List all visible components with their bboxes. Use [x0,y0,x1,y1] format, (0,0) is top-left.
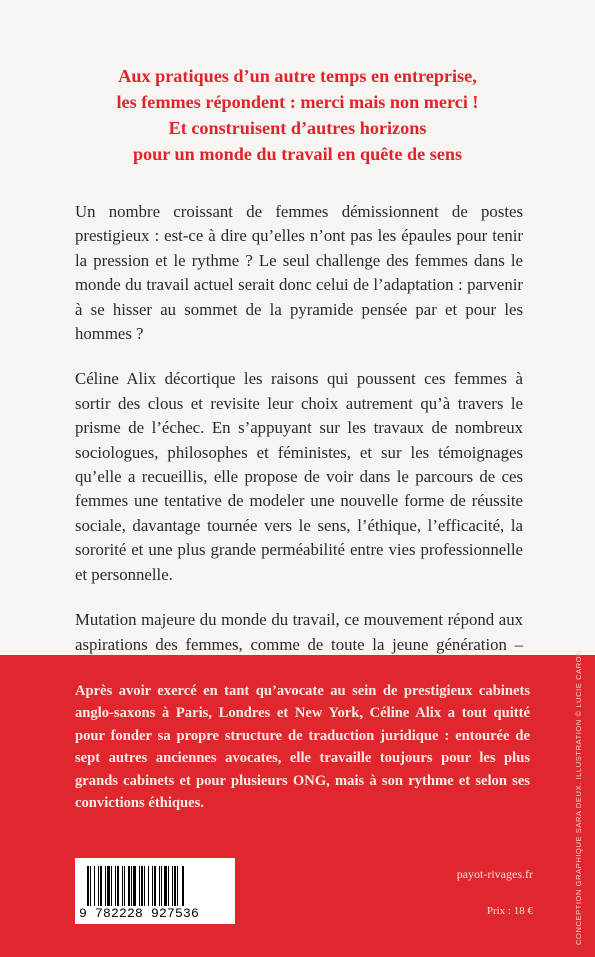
barcode-bar [144,866,145,906]
barcode-bar [115,866,116,906]
barcode-bar [98,866,99,906]
barcode-bar [148,866,149,906]
barcode-bar [124,866,125,906]
barcode-bar [87,866,89,906]
barcode-bar [117,866,119,906]
blurb-paragraph: Un nombre croissant de femmes démissionnent de postes prestigieux : est-ce à dire qu’elles n’ont pas les épaules pour tenir la pression et le rythme ? Le seul challenge des femmes dans le monde du travail actuel serait donc celui de l’adaptation : parvenir à se hisser au sommet de la pyramide pensée par et pour les hommes ? [75,202,523,344]
publisher-website[interactable]: payot-rivages.fr [456,867,533,881]
author-bio: Après avoir exercé en tant qu’avocate au sein de prestigieux cabinets anglo-saxons à Paris, Londres et New York, Céline Alix a tout quitté pour fonder sa propre structure de traduction juridique : entourée de sept autres anciennes avocates, elle travaille toujours pour les plus grands cabinets et pour plusieurs ONG, mais à son rythme et selon ses convictions éthiques. [75,683,530,812]
tagline-line: Aux pratiques d’un autre temps en entreprise, [118,66,477,86]
barcode-bar [164,866,167,906]
blurb-paragraph: Mutation majeure du monde du travail, ce mouvement répond aux aspirations des femmes, comme de toute la jeune génération – [75,610,523,654]
barcode-bar [152,866,153,906]
barcode-bar [122,866,123,906]
back-cover-tagline [60,63,535,167]
blurb [75,200,523,702]
barcode-bar [154,866,156,906]
barcode-bar [168,866,169,906]
barcode-bar [105,866,106,906]
barcode-bar [133,866,136,906]
tagline-line: les femmes répondent : merci mais non merci ! [116,92,479,112]
barcode-bar [182,866,184,906]
blurb-paragraph: Céline Alix décortique les raisons qui poussent ces femmes à sortir des clous et revisite leur choix autrement qu’à travers le prisme de l’échec. En s’appuyant sur les travaux de nombreux sociologues, philosophes et féministes, et sur les témoignages qu’elle a recueillis, elle propose de voir dans le parcours de ces femmes une tentative de modeler une nouvelle forme de réussite sociale, davantage tournée vers le sens, l’éthique, l’efficacité, la sororité et une plus grande perméabilité entre vies professionnelle et personnelle. [75,369,523,584]
tagline-line: Et construisent d’autres horizons [168,118,427,138]
barcode-bar [141,866,143,906]
isbn-number: 9 782228 927536 [79,906,200,921]
barcode-bar [90,866,91,906]
barcode-bar [159,866,160,906]
barcode-bar [131,866,132,906]
isbn-barcode [75,858,235,924]
barcode-bar [100,866,102,906]
barcode-bar [161,866,162,906]
barcode-bar [94,866,95,906]
barcode-bar [139,866,140,906]
design-credit: CONCEPTION GRAPHIQUE SARA DEUX. ILLUSTRATION © LUCIE CARON [574,649,583,945]
price-label: Prix : 18 € [486,905,533,917]
barcode-bar [111,866,112,906]
barcode-bar [172,866,173,906]
barcode-bar [128,866,130,906]
barcode-bar [174,866,176,906]
barcode-bar [177,866,178,906]
tagline-line: pour un monde du travail en quête de sens [132,144,463,164]
barcode-bar [107,866,110,906]
barcode-bars [87,866,227,906]
